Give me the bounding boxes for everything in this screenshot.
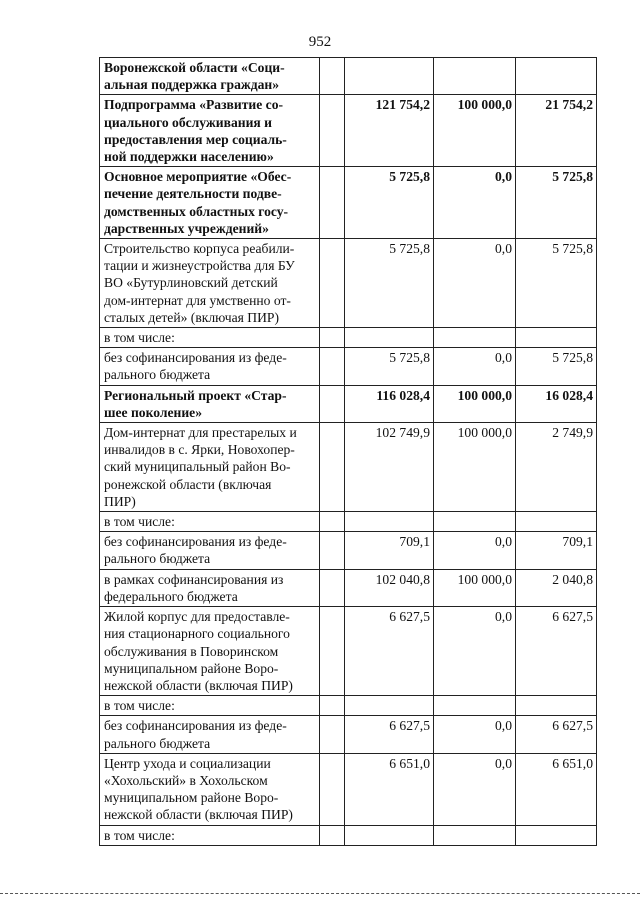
value-regional-cell: 21 754,2 xyxy=(516,95,597,167)
value-regional-cell: 5 725,8 xyxy=(516,348,597,385)
value-regional-cell xyxy=(516,58,597,95)
value-total-cell: 6 651,0 xyxy=(345,753,434,825)
value-total-cell: 102 040,8 xyxy=(345,569,434,606)
value-regional-cell: 2 040,8 xyxy=(516,569,597,606)
table-row xyxy=(100,607,597,696)
value-total-cell: 116 028,4 xyxy=(345,385,434,422)
value-federal-cell: 100 000,0 xyxy=(434,423,516,512)
value-federal-cell: 0,0 xyxy=(434,753,516,825)
budget-table-body xyxy=(100,58,597,846)
row-name-cell: Основное мероприятие «Обес- печение деятельности подве- домственных областных госу- дарственных учреждений» xyxy=(100,167,320,239)
empty-cell xyxy=(320,239,345,328)
value-total-cell xyxy=(345,328,434,348)
value-total-cell xyxy=(345,696,434,716)
value-federal-cell xyxy=(434,328,516,348)
table-row xyxy=(100,569,597,606)
bottom-rule xyxy=(0,893,640,894)
empty-cell xyxy=(320,569,345,606)
page-number: 952 xyxy=(308,34,332,50)
value-total-cell xyxy=(345,58,434,95)
empty-cell xyxy=(320,512,345,532)
budget-table xyxy=(99,57,597,846)
value-total-cell: 5 725,8 xyxy=(345,167,434,239)
table-row xyxy=(100,825,597,845)
value-regional-cell: 709,1 xyxy=(516,532,597,569)
row-name-cell: Жилой корпус для предоставле- ния стационарного социального обслуживания в Поворинском муниципальном районе Воро- нежской области (включая ПИР) xyxy=(100,607,320,696)
empty-cell xyxy=(320,348,345,385)
row-name-cell: в том числе: xyxy=(100,825,320,845)
table-row xyxy=(100,512,597,532)
table-row xyxy=(100,423,597,512)
value-regional-cell xyxy=(516,696,597,716)
value-total-cell: 709,1 xyxy=(345,532,434,569)
row-name-cell: Воронежской области «Соци- альная поддержка граждан» xyxy=(100,58,320,95)
value-federal-cell: 0,0 xyxy=(434,532,516,569)
table-row xyxy=(100,348,597,385)
value-federal-cell: 100 000,0 xyxy=(434,385,516,422)
empty-cell xyxy=(320,532,345,569)
value-total-cell: 5 725,8 xyxy=(345,239,434,328)
value-federal-cell: 0,0 xyxy=(434,348,516,385)
empty-cell xyxy=(320,328,345,348)
value-total-cell: 6 627,5 xyxy=(345,716,434,753)
value-regional-cell: 6 651,0 xyxy=(516,753,597,825)
value-federal-cell xyxy=(434,58,516,95)
value-regional-cell: 16 028,4 xyxy=(516,385,597,422)
value-total-cell: 121 754,2 xyxy=(345,95,434,167)
value-total-cell: 5 725,8 xyxy=(345,348,434,385)
row-name-cell: Региональный проект «Стар- шее поколение» xyxy=(100,385,320,422)
value-federal-cell: 100 000,0 xyxy=(434,569,516,606)
empty-cell xyxy=(320,825,345,845)
value-regional-cell xyxy=(516,825,597,845)
value-total-cell xyxy=(345,825,434,845)
row-name-cell: Центр ухода и социализации «Хохольский» в Хохольском муниципальном районе Воро- нежской области (включая ПИР) xyxy=(100,753,320,825)
table-row xyxy=(100,239,597,328)
empty-cell xyxy=(320,607,345,696)
row-name-cell: в том числе: xyxy=(100,328,320,348)
value-federal-cell: 0,0 xyxy=(434,716,516,753)
row-name-cell: без софинансирования из феде- рального бюджета xyxy=(100,348,320,385)
empty-cell xyxy=(320,423,345,512)
value-federal-cell: 0,0 xyxy=(434,607,516,696)
empty-cell xyxy=(320,385,345,422)
value-total-cell: 102 749,9 xyxy=(345,423,434,512)
table-row xyxy=(100,167,597,239)
row-name-cell: Строительство корпуса реабили- тации и жизнеустройства для БУ ВО «Бутурлиновский детский дом-интернат для умственно от- сталых детей» (включая ПИР) xyxy=(100,239,320,328)
table-row xyxy=(100,696,597,716)
value-total-cell: 6 627,5 xyxy=(345,607,434,696)
value-regional-cell: 5 725,8 xyxy=(516,167,597,239)
value-regional-cell: 6 627,5 xyxy=(516,716,597,753)
table-row xyxy=(100,716,597,753)
row-name-cell: Подпрограмма «Развитие со- циального обслуживания и предоставления мер социаль- ной поддержки населению» xyxy=(100,95,320,167)
value-regional-cell: 2 749,9 xyxy=(516,423,597,512)
empty-cell xyxy=(320,696,345,716)
value-federal-cell: 0,0 xyxy=(434,239,516,328)
row-name-cell: без софинансирования из феде- рального бюджета xyxy=(100,532,320,569)
empty-cell xyxy=(320,716,345,753)
row-name-cell: в рамках софинансирования из федерального бюджета xyxy=(100,569,320,606)
value-regional-cell xyxy=(516,328,597,348)
value-federal-cell: 100 000,0 xyxy=(434,95,516,167)
row-name-cell: Дом-интернат для престарелых и инвалидов в с. Ярки, Новохопер- ский муниципальный район Во- ронежской области (включая ПИР) xyxy=(100,423,320,512)
value-total-cell xyxy=(345,512,434,532)
empty-cell xyxy=(320,167,345,239)
table-row xyxy=(100,58,597,95)
table-row xyxy=(100,328,597,348)
table-row xyxy=(100,385,597,422)
table-row xyxy=(100,753,597,825)
value-regional-cell xyxy=(516,512,597,532)
empty-cell xyxy=(320,58,345,95)
value-federal-cell xyxy=(434,696,516,716)
value-federal-cell xyxy=(434,825,516,845)
row-name-cell: в том числе: xyxy=(100,696,320,716)
table-row xyxy=(100,95,597,167)
value-regional-cell: 5 725,8 xyxy=(516,239,597,328)
value-federal-cell: 0,0 xyxy=(434,167,516,239)
empty-cell xyxy=(320,95,345,167)
empty-cell xyxy=(320,753,345,825)
row-name-cell: без софинансирования из феде- рального бюджета xyxy=(100,716,320,753)
value-federal-cell xyxy=(434,512,516,532)
row-name-cell: в том числе: xyxy=(100,512,320,532)
table-row xyxy=(100,532,597,569)
value-regional-cell: 6 627,5 xyxy=(516,607,597,696)
